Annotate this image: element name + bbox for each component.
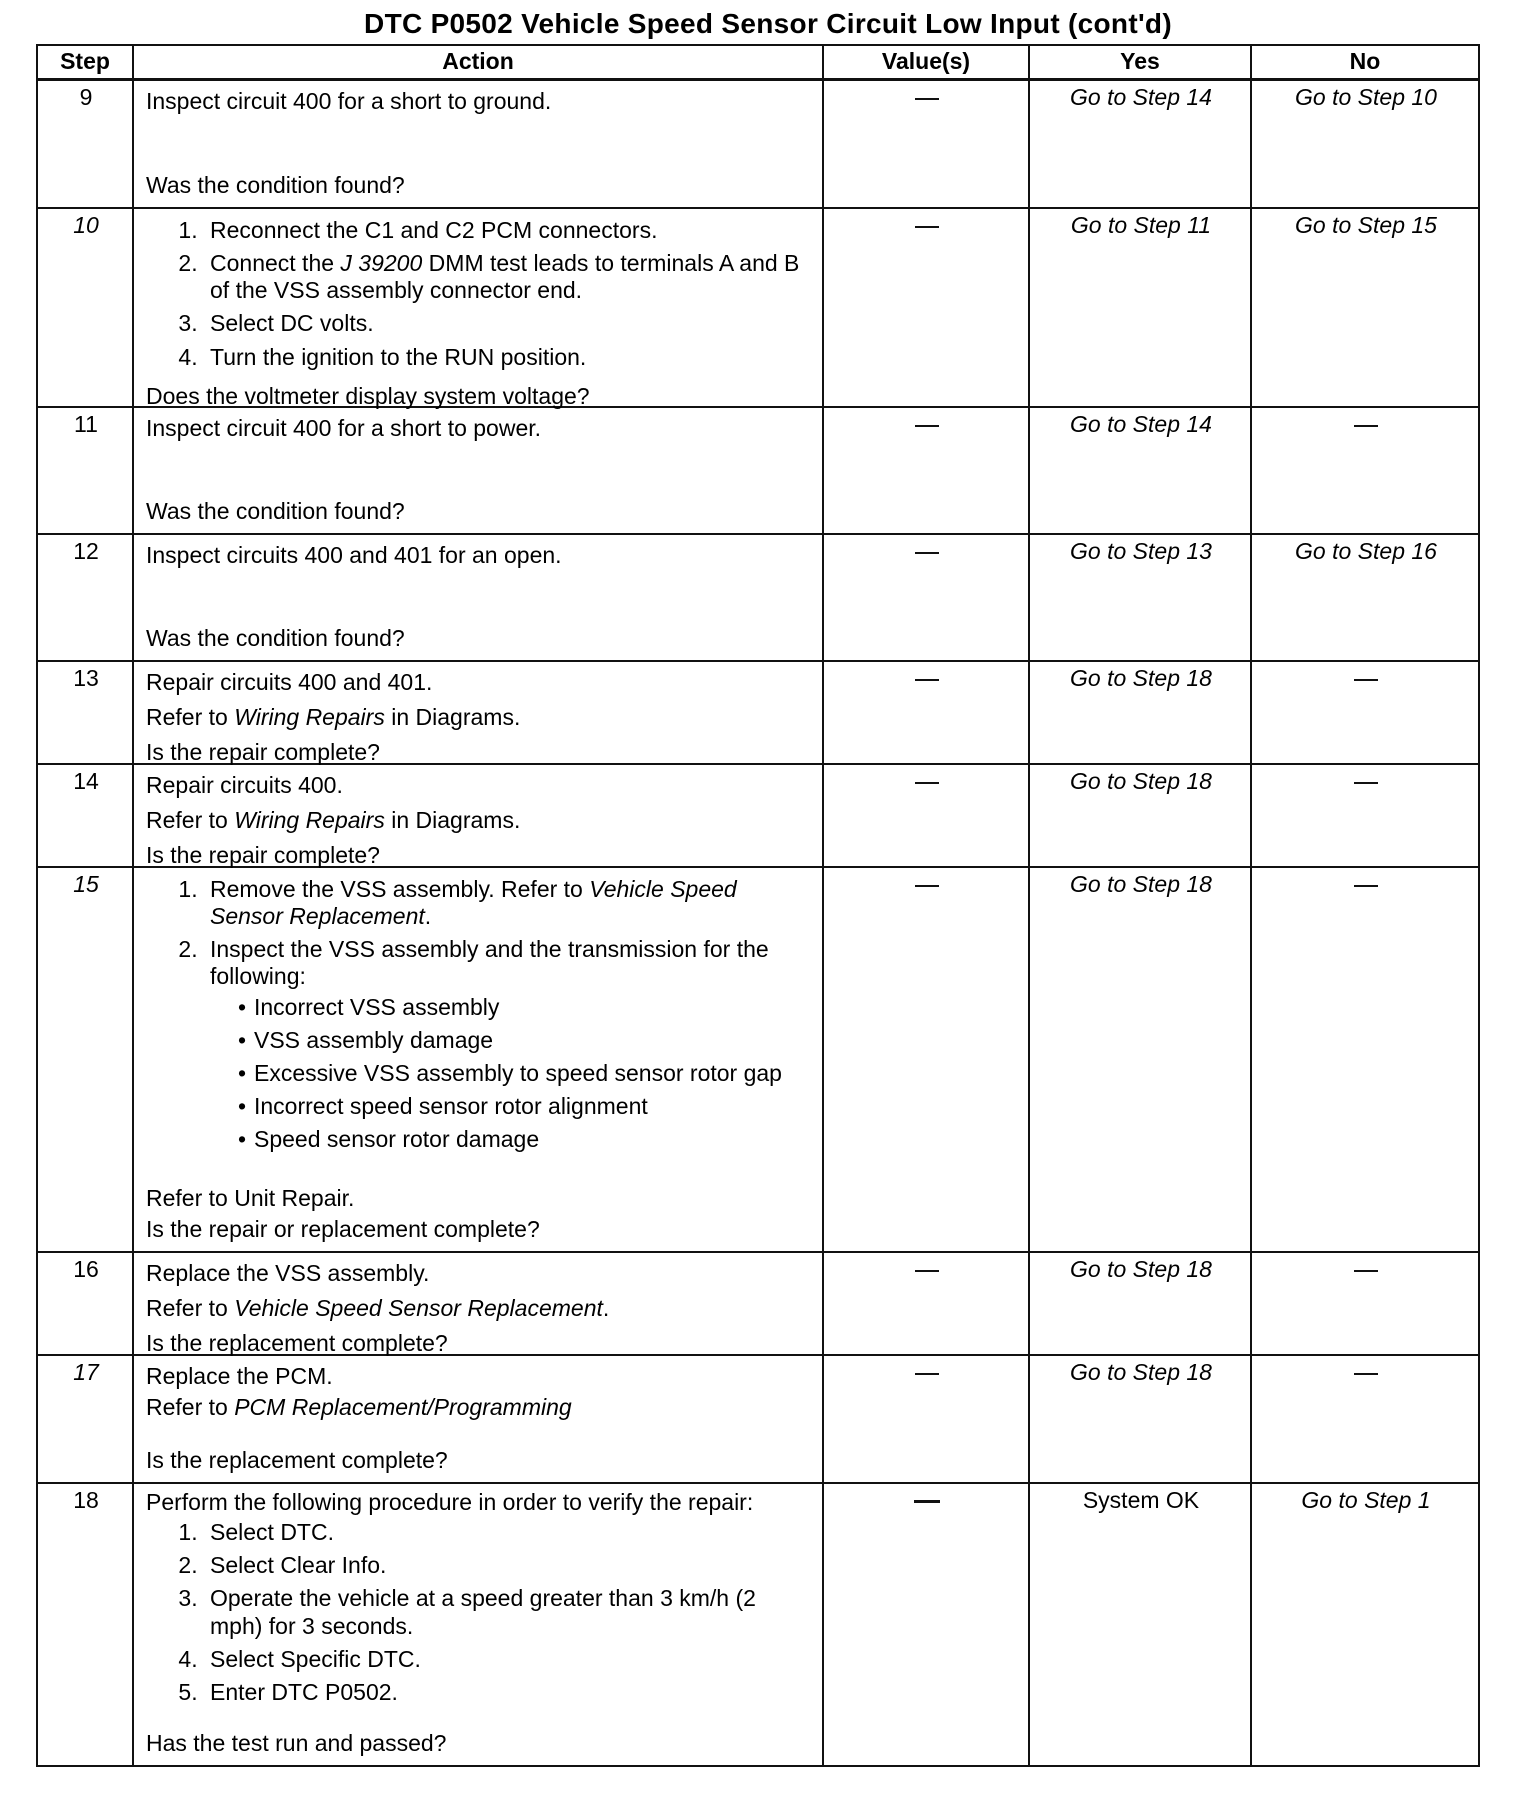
step-number-text: 18 bbox=[73, 1487, 99, 1513]
step-number bbox=[37, 1483, 133, 1766]
table-row-step-10 bbox=[37, 208, 1479, 407]
action-text: Perform the following procedure in order to verify the repair: bbox=[146, 1489, 754, 1515]
action-question: Has the test run and passed? bbox=[146, 1729, 447, 1756]
refer-text: Refer to bbox=[146, 807, 235, 834]
refer-link[interactable]: Vehicle Speed Sensor Replacement bbox=[210, 876, 737, 930]
step-number-text: 16 bbox=[73, 1256, 99, 1282]
page-title: DTC P0502 Vehicle Speed Sensor Circuit Low Input (cont'd) bbox=[364, 8, 1172, 39]
dash-mark bbox=[915, 679, 939, 681]
bullet-item: • VSS assembly damage bbox=[240, 1027, 812, 1054]
table-row-step-12 bbox=[37, 534, 1479, 661]
action-question: Was the condition found? bbox=[146, 624, 405, 651]
no-link[interactable]: Go to Step 10 bbox=[1251, 80, 1479, 209]
step-number bbox=[37, 764, 133, 867]
action-text: Repair circuits 400 and 401. bbox=[146, 669, 433, 695]
yes-link[interactable]: System OK bbox=[1029, 1483, 1251, 1766]
refer-line bbox=[146, 807, 812, 834]
table-row-step-17 bbox=[37, 1355, 1479, 1483]
dash-mark bbox=[915, 98, 939, 100]
value-cell bbox=[823, 661, 1029, 764]
yes-link[interactable]: Go to Step 11 bbox=[1029, 208, 1251, 407]
action-cell bbox=[133, 80, 823, 209]
step-number-text: 17 bbox=[73, 1359, 99, 1385]
procedure-item: 4. Turn the ignition to the RUN position. bbox=[204, 344, 812, 371]
diagnostic-table bbox=[36, 44, 1480, 1767]
table-row-step-11 bbox=[37, 407, 1479, 534]
refer-line: Refer to Unit Repair. bbox=[146, 1184, 355, 1211]
table-row-step-14 bbox=[37, 764, 1479, 867]
action-cell bbox=[133, 407, 823, 534]
action-cell bbox=[133, 534, 823, 661]
procedure-item: 3. Select DC volts. bbox=[204, 310, 812, 337]
refer-link[interactable]: Vehicle Speed Sensor Replacement bbox=[234, 1295, 603, 1322]
yes-link[interactable]: Go to Step 18 bbox=[1029, 867, 1251, 1252]
header-no: No bbox=[1251, 45, 1479, 80]
value-cell bbox=[823, 208, 1029, 407]
refer-text: Refer to bbox=[146, 704, 235, 731]
header-values: Value(s) bbox=[823, 45, 1029, 80]
table-row-step-9 bbox=[37, 80, 1479, 209]
table-row-step-13 bbox=[37, 661, 1479, 764]
action-question: Was the condition found? bbox=[146, 497, 405, 524]
value-cell bbox=[823, 867, 1029, 1252]
dash-mark bbox=[915, 885, 939, 887]
dash-mark bbox=[915, 782, 939, 784]
step-number bbox=[37, 661, 133, 764]
action-question: Is the repair complete? bbox=[146, 739, 380, 766]
action-cell bbox=[133, 867, 823, 1252]
table-row-step-15 bbox=[37, 867, 1479, 1252]
no-cell bbox=[1251, 764, 1479, 867]
value-cell bbox=[823, 1355, 1029, 1483]
action-question: Does the voltmeter display system voltage? bbox=[146, 382, 590, 409]
refer-line bbox=[146, 704, 812, 731]
no-link[interactable]: Go to Step 1 bbox=[1251, 1483, 1479, 1766]
value-cell bbox=[823, 407, 1029, 534]
procedure-item-text: DMM test leads to terminals A and B of the VSS assembly connector end. bbox=[210, 250, 800, 304]
action-text: Replace the PCM. bbox=[146, 1363, 333, 1389]
value-cell bbox=[823, 80, 1029, 209]
dash-mark bbox=[915, 1270, 939, 1272]
procedure-item: 3. Operate the vehicle at a speed greater than 3 km/h (2 mph) for 3 seconds. bbox=[204, 1585, 812, 1639]
step-number bbox=[37, 80, 133, 209]
procedure-item bbox=[204, 876, 812, 930]
action-question: Is the repair or replacement complete? bbox=[146, 1215, 540, 1242]
bullet-item: • Incorrect VSS assembly bbox=[240, 994, 812, 1021]
action-text: Replace the VSS assembly. bbox=[146, 1260, 430, 1286]
action-text: Repair circuits 400. bbox=[146, 772, 343, 798]
procedure-item: 5. Enter DTC P0502. bbox=[204, 1679, 812, 1706]
header-step: Step bbox=[37, 45, 133, 80]
value-cell bbox=[823, 764, 1029, 867]
action-cell bbox=[133, 1483, 823, 1766]
value-cell bbox=[823, 534, 1029, 661]
refer-text: . bbox=[602, 1295, 610, 1322]
dash-mark bbox=[915, 226, 939, 228]
yes-link[interactable]: Go to Step 18 bbox=[1029, 1252, 1251, 1355]
no-link[interactable]: Go to Step 15 bbox=[1251, 208, 1479, 407]
procedure-list bbox=[146, 873, 812, 1159]
action-cell bbox=[133, 1252, 823, 1355]
step-number bbox=[37, 534, 133, 661]
yes-link[interactable]: Go to Step 18 bbox=[1029, 1355, 1251, 1483]
action-cell bbox=[133, 208, 823, 407]
refer-link[interactable]: Wiring Repairs bbox=[234, 704, 385, 731]
dash-mark bbox=[1354, 425, 1378, 427]
action-text: Inspect circuits 400 and 401 for an open. bbox=[146, 542, 562, 568]
value-cell bbox=[823, 1252, 1029, 1355]
dash-mark bbox=[1354, 1373, 1378, 1375]
dash-mark bbox=[1354, 679, 1378, 681]
step-number-text: 15 bbox=[73, 871, 99, 897]
header-action: Action bbox=[133, 45, 823, 80]
table-row-step-18 bbox=[37, 1483, 1479, 1766]
procedure-item-text: Inspect the VSS assembly and the transmission for the following: bbox=[210, 936, 769, 990]
inspection-bullets bbox=[210, 994, 812, 1154]
bullet-item: • Incorrect speed sensor rotor alignment bbox=[240, 1093, 812, 1120]
procedure-list bbox=[146, 1519, 812, 1706]
step-number bbox=[37, 867, 133, 1252]
procedure-item-text: Connect the bbox=[210, 250, 341, 277]
procedure-item: 1. Select DTC. bbox=[204, 1519, 812, 1546]
tool-reference: J 39200 bbox=[340, 250, 423, 277]
refer-link[interactable]: PCM Replacement/Programming bbox=[234, 1394, 572, 1421]
refer-line bbox=[146, 1394, 812, 1421]
yes-link[interactable]: Go to Step 18 bbox=[1029, 661, 1251, 764]
procedure-list bbox=[146, 214, 812, 377]
dash-mark bbox=[1354, 1270, 1378, 1272]
step-number-text: 11 bbox=[74, 411, 98, 437]
action-question: Was the condition found? bbox=[146, 171, 405, 198]
step-number-text: 9 bbox=[79, 84, 93, 110]
action-cell bbox=[133, 1355, 823, 1483]
refer-link[interactable]: Wiring Repairs bbox=[234, 807, 385, 834]
no-link[interactable]: Go to Step 16 bbox=[1251, 534, 1479, 661]
step-number-text: 10 bbox=[73, 212, 99, 238]
action-question: Is the replacement complete? bbox=[146, 1330, 448, 1357]
refer-text: in Diagrams. bbox=[384, 807, 521, 834]
step-number-text: 12 bbox=[73, 538, 99, 564]
procedure-item-text: . bbox=[424, 903, 432, 930]
action-text: Inspect circuit 400 for a short to ground. bbox=[146, 88, 552, 114]
step-number bbox=[37, 1252, 133, 1355]
no-cell bbox=[1251, 1252, 1479, 1355]
action-cell bbox=[133, 764, 823, 867]
yes-link[interactable]: Go to Step 14 bbox=[1029, 407, 1251, 534]
dash-mark bbox=[915, 1373, 939, 1375]
refer-text: Refer to bbox=[146, 1394, 235, 1421]
header-yes: Yes bbox=[1029, 45, 1251, 80]
procedure-item: 4. Select Specific DTC. bbox=[204, 1646, 812, 1673]
action-question: Is the repair complete? bbox=[146, 842, 380, 869]
refer-text: Refer to bbox=[146, 1295, 235, 1322]
procedure-item bbox=[204, 250, 812, 304]
yes-link[interactable]: Go to Step 14 bbox=[1029, 80, 1251, 209]
value-cell bbox=[823, 1483, 1029, 1766]
step-number bbox=[37, 1355, 133, 1483]
refer-line bbox=[146, 1295, 812, 1322]
bullet-item: • Excessive VSS assembly to speed sensor rotor gap bbox=[240, 1060, 812, 1087]
no-cell bbox=[1251, 867, 1479, 1252]
dash-mark bbox=[914, 1500, 940, 1503]
table-row-step-16 bbox=[37, 1252, 1479, 1355]
yes-link[interactable]: Go to Step 18 bbox=[1029, 764, 1251, 867]
procedure-item: 2. Select Clear Info. bbox=[204, 1552, 812, 1579]
bullet-item: • Speed sensor rotor damage bbox=[240, 1126, 812, 1153]
yes-link[interactable]: Go to Step 13 bbox=[1029, 534, 1251, 661]
action-question: Is the replacement complete? bbox=[146, 1446, 448, 1473]
dash-mark bbox=[915, 552, 939, 554]
procedure-item bbox=[204, 936, 812, 1153]
refer-text: in Diagrams. bbox=[384, 704, 521, 731]
no-cell bbox=[1251, 1355, 1479, 1483]
action-cell bbox=[133, 661, 823, 764]
step-number bbox=[37, 407, 133, 534]
no-cell bbox=[1251, 661, 1479, 764]
step-number-text: 14 bbox=[73, 768, 99, 794]
dash-mark bbox=[1354, 885, 1378, 887]
table-header-row bbox=[37, 45, 1479, 80]
no-cell bbox=[1251, 407, 1479, 534]
procedure-item-text: Remove the VSS assembly. Refer to bbox=[210, 876, 590, 902]
procedure-item: 1. Reconnect the C1 and C2 PCM connectors. bbox=[204, 217, 812, 244]
dash-mark bbox=[915, 425, 939, 427]
step-number-text: 13 bbox=[73, 665, 99, 691]
step-number bbox=[37, 208, 133, 407]
action-text: Inspect circuit 400 for a short to power. bbox=[146, 415, 542, 441]
dash-mark bbox=[1354, 782, 1378, 784]
